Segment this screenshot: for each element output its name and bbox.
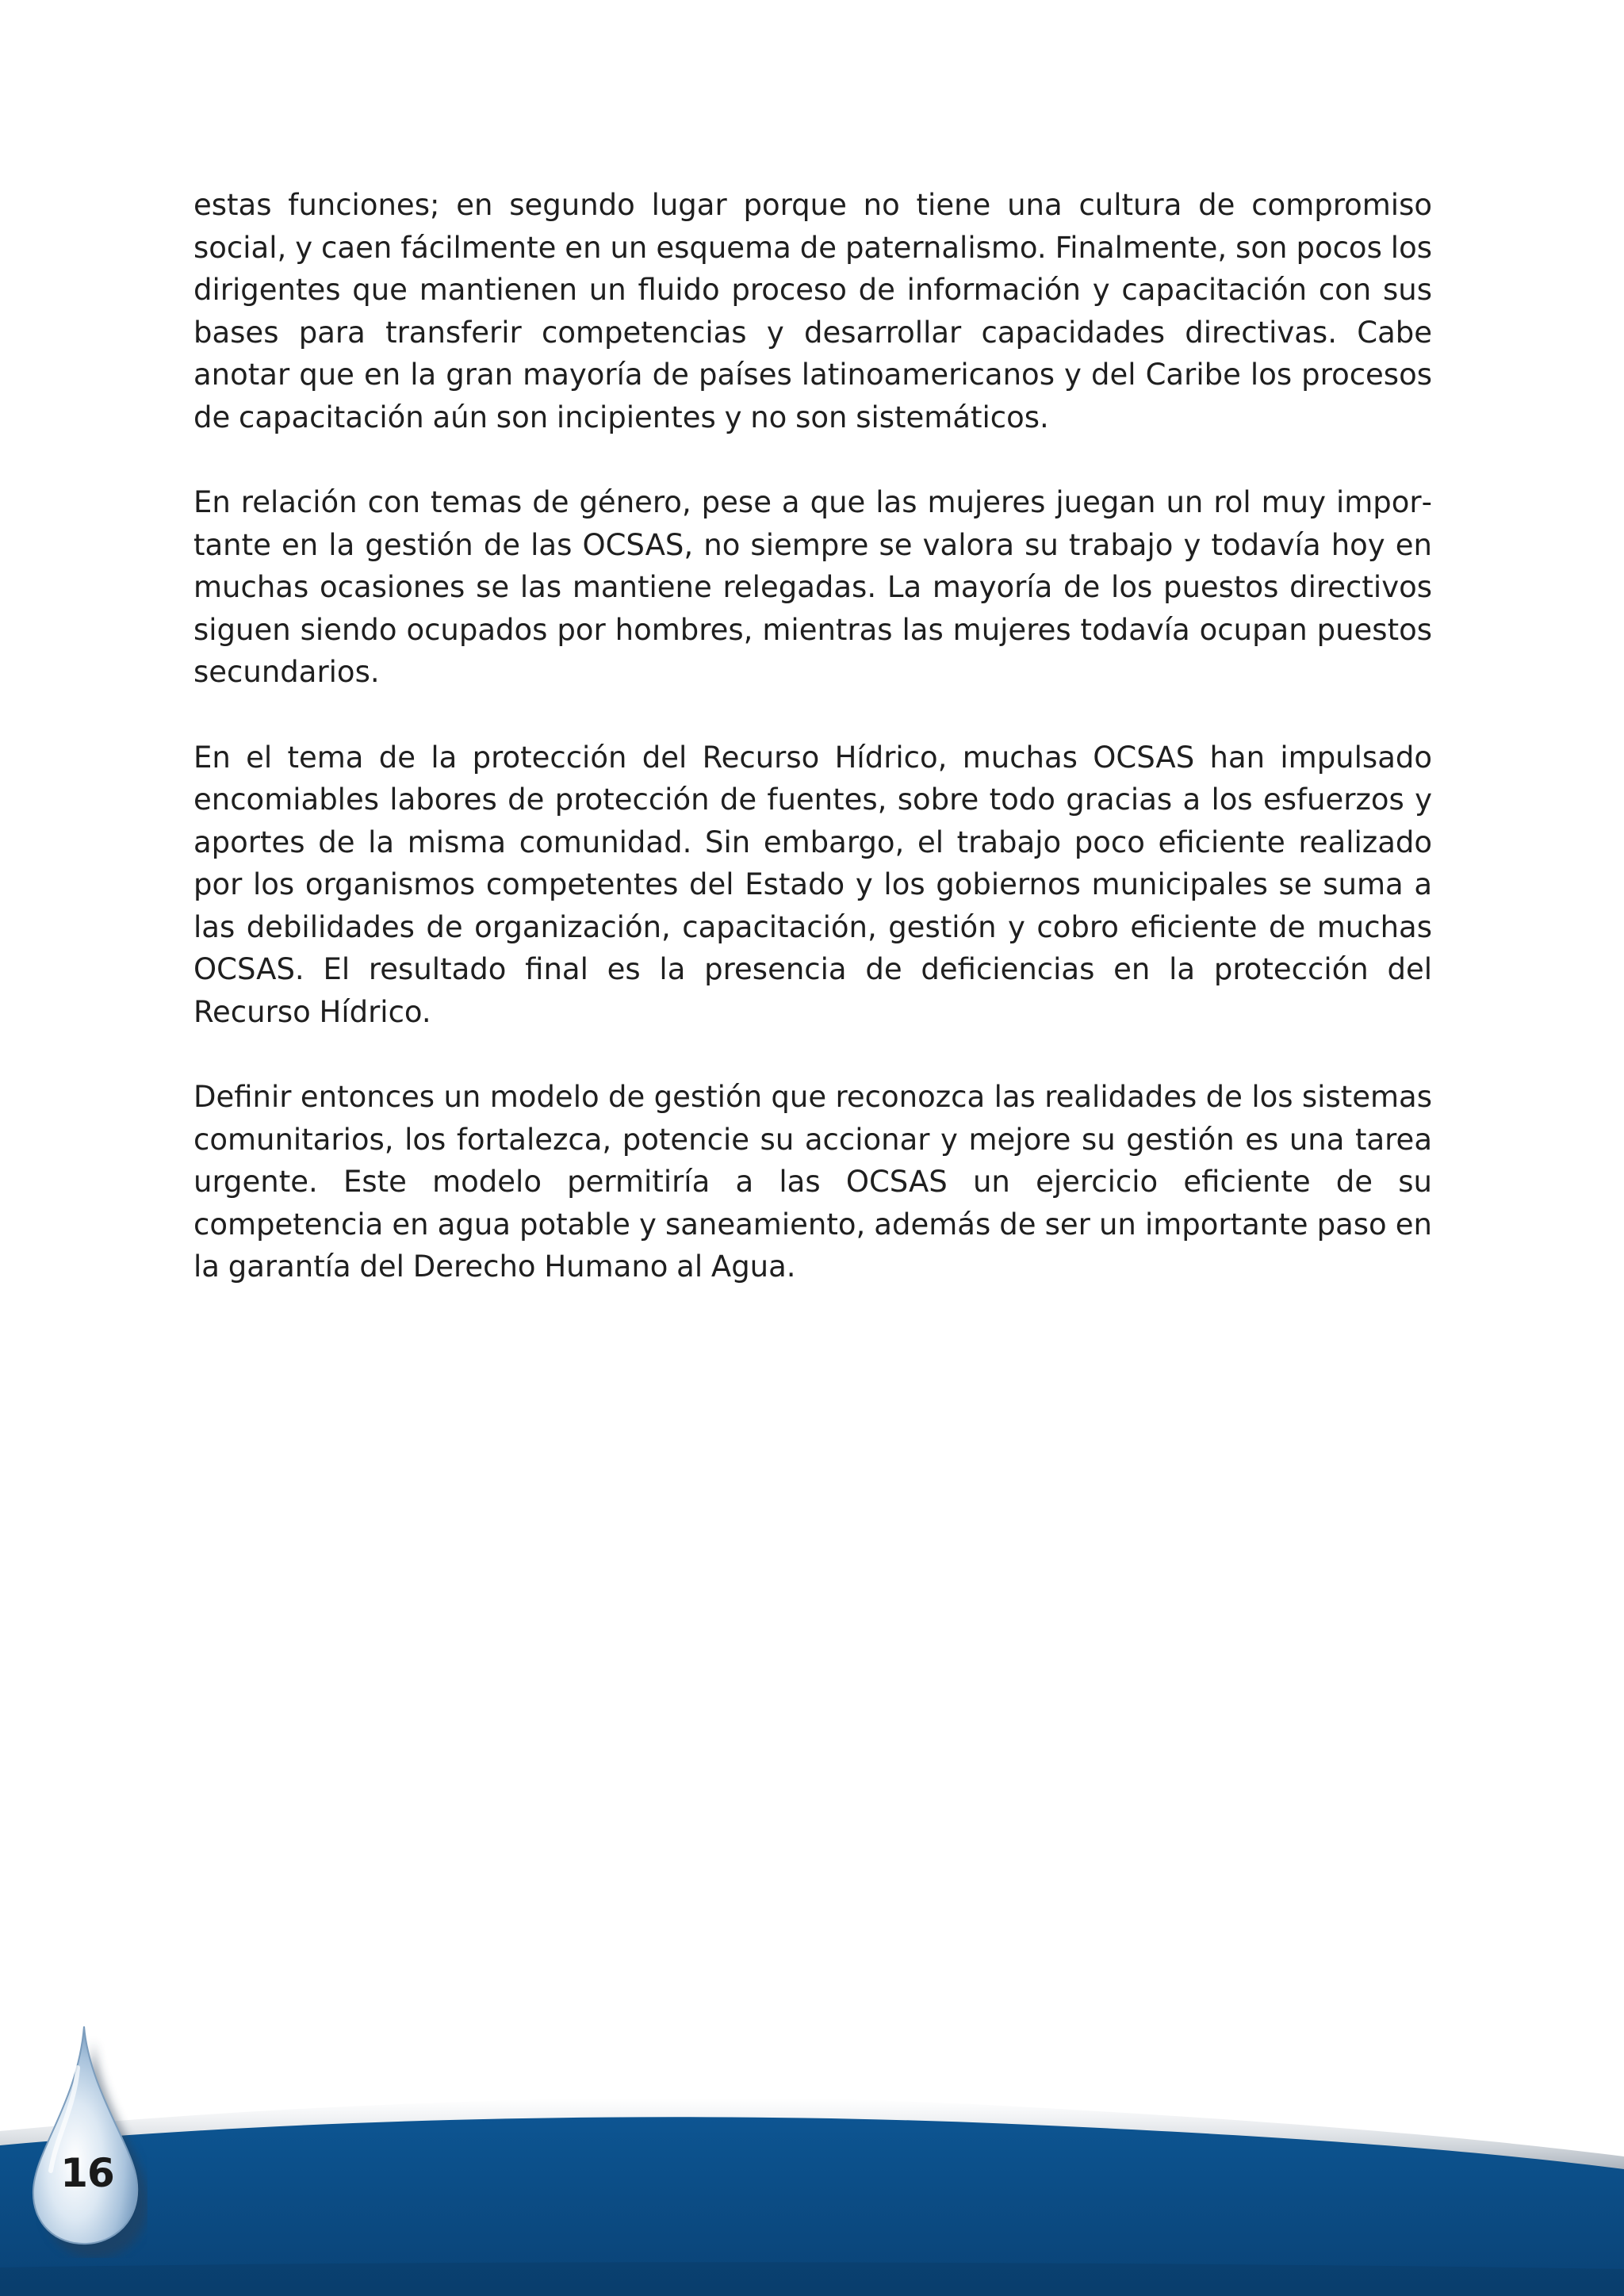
page-number: 16 [60,2150,114,2196]
paragraph: En el tema de la protección del Recurso Hídrico, muchas OCSAS han impulsado encomiables labores de protección de fuentes, sobre todo gracias a los esfuerzos y aportes de la misma comunidad. Sin embargo, el trabajo poco eficiente realizado por los organismos competentes del Estado y los gobiernos municipales se suma a las debilidades de organización, capacitación, gestión y cobro eficiente de muchas OCSAS. El resultado final es la presencia de deficiencias en la protección del Recurso Hídrico. [193,740,1432,1029]
paragraph: Definir entonces un modelo de gestión que reconozca las realidades de los sistemas comunitarios, los fortalezca, potencie su accionar y mejore su gestión es una tarea urgente. Este modelo permitiría a las OCSAS un ejercicio eficiente de su competencia en agua potable y saneamiento, además de ser un importante paso en la garantía del Derecho Humano al Agua. [193,1080,1432,1284]
page-body [193,184,1432,1331]
paragraph: En relación con temas de género, pese a que las mujeres juegan un rol muy importante en la gestión de las OCSAS, no siempre se valora su trabajo y todavía hoy en muchas ocasiones se las mantiene relegadas. La mayoría de los puestos directivos siguen siendo ocupados por hombres, mientras las mujeres todavía ocupan puestos secundarios. [193,485,1432,689]
water-drop-icon [29,2020,147,2258]
paragraph: estas funciones; en segundo lugar porque no tiene una cultura de compromiso social, y caen fácilmente en un esquema de paternalismo. Finalmente, son pocos los dirigentes que mantienen un fluido proceso de información y capacitación con sus bases para transferir competencias y desarrollar capacidades directivas. Cabe anotar que en la gran mayoría de países latinoamericanos y del Caribe los procesos de capacitación aún son incipientes y no son sistemáticos. [193,188,1432,434]
footer-wave-band [0,2093,1624,2296]
